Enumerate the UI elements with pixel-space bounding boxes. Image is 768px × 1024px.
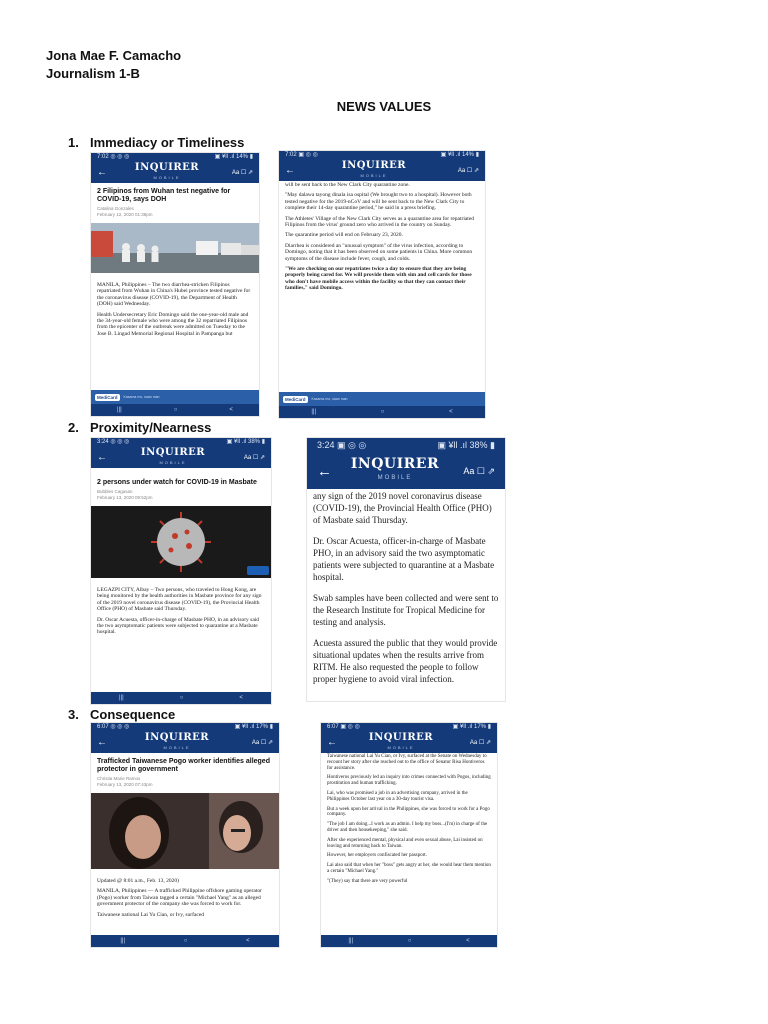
- student-name: Jona Mae F. Camacho: [46, 48, 182, 63]
- home-icon: ○: [407, 938, 412, 944]
- article-tools-icons: Aa ☐ ⇗: [457, 168, 479, 174]
- brand-sub: MOBILE: [153, 174, 181, 180]
- pogo-worker-photo: [91, 793, 279, 874]
- article-paragraph: Lai, who was promised a job in an advertising company, arrived in the Philippines October last year on a 30-day tourist visa.: [327, 790, 468, 802]
- article-headline: 2 persons under watch for COVID-19 in Masbate: [97, 479, 257, 486]
- document-title: NEWS VALUES: [336, 99, 432, 114]
- status-indicators: ▣ ¥ll .ıl 17% ▮: [234, 724, 273, 730]
- screenshot-proximity-1: [90, 437, 272, 705]
- status-time: 7:02 ▣ ◎ ◎: [285, 152, 318, 158]
- app-bar: [91, 732, 279, 753]
- home-icon: ○: [173, 407, 178, 413]
- section-number: 3.: [68, 707, 79, 722]
- article-paragraph: Health Undersecretary Eric Domingo said the one-year-old male and the 34-year-old female who were among the 32 repatriated Filipinos from the epicenter of the outbreak were admitted on Tuesday to the Jose B. Lingad Memorial Regional Hospital in Pampanga but: [97, 311, 249, 337]
- section-number: 1.: [68, 135, 79, 150]
- status-time: 7:02 ◎ ◎ ◎: [97, 154, 130, 160]
- article-tools-icons: Aa ☐ ⇗: [469, 740, 491, 746]
- article-paragraph: But a week upon her arrival in the Philippines, she was forced to work for a Pogo company.: [327, 806, 490, 818]
- back-icon: <: [246, 938, 250, 944]
- home-icon: ○: [380, 409, 385, 415]
- inquirer-logo: [117, 448, 229, 468]
- article-paragraph: any sign of the 2019 novel coronavirus disease (COVID-19), the Provincial Health Office (PHO) of Masbate said Thursday.: [313, 491, 492, 525]
- brand-name: INQUIRER: [134, 161, 200, 173]
- back-arrow-icon: ←: [285, 165, 295, 176]
- back-icon: <: [229, 407, 233, 413]
- back-arrow-icon: ←: [327, 737, 337, 748]
- inquirer-logo: [305, 161, 443, 181]
- app-bar: [321, 732, 497, 753]
- app-bar: [279, 160, 485, 181]
- status-time: 3:24 ▣ ◎ ◎: [317, 440, 367, 450]
- ad-logo: MediCard: [97, 394, 118, 400]
- article-tools-icons: Aa ☐ ⇗: [251, 740, 273, 746]
- brand-sub: MOBILE: [387, 744, 415, 750]
- brand-sub: MOBILE: [377, 475, 413, 481]
- article-paragraph: Lai also said that when her "boss" gets angry at her, she would hear them mention a certain "Michael Yang.": [327, 863, 491, 874]
- status-indicators: ▣ ¥ll .ıl 17% ▮: [452, 724, 491, 730]
- article-paragraph: "We are checking on our repatriates twice a day to ensure that they are being properly being cared for. We will provide them with sim and cell cards for those who don't have mobile access within the facility so that they can contact their families," said Domingo.: [285, 266, 472, 292]
- app-bar: [91, 447, 271, 468]
- article-paragraph: MANILA, Philippines — A trafficked Philippine offshore gaming operator (Pogo) worker from Taiwan tagged a certain "Michael Yang" as an alleged government protector of the company she was forced to work for.: [97, 888, 262, 908]
- article-byline: Christia Marie Ramos February 13, 2020 07:43pm: [97, 776, 153, 787]
- medicard-ad-banner: [91, 390, 259, 404]
- recent-apps-icon: |||: [311, 409, 317, 415]
- medicard-ad-banner: [279, 392, 485, 406]
- inquirer-logo: [347, 733, 455, 753]
- coronavirus-photo: [91, 506, 271, 583]
- back-icon: <: [449, 409, 453, 415]
- inquirer-logo: [117, 163, 217, 183]
- screenshot-timeliness-1: [90, 152, 260, 417]
- article-paragraph: Dr. Oscar Acuesta, officer-in-charge of Masbate PHO, in an advisory said the two asymptomatic patients were subjected to quarantine at a Masbate hospital.: [313, 536, 495, 582]
- home-icon: ○: [183, 938, 188, 944]
- article-paragraph: Taiwanese national Lai Yu Cian, or Ivy, surfaced at the Senate on Wednesday to recount her story after she reached out to the office of Senator Risa Hontiveros for assistance.: [327, 754, 487, 771]
- system-nav-bar: [279, 406, 485, 418]
- inquirer-logo: [117, 733, 237, 753]
- article-paragraph: After she experienced mental, physical and even sexual abuse, Lai insisted on leaving and returning back to Taiwan.: [327, 837, 483, 849]
- article-tools-icons: Aa ☐ ⇗: [231, 170, 253, 176]
- status-indicators: ▣ ¥ll .ıl 14% ▮: [440, 152, 479, 158]
- system-nav-bar: [91, 935, 279, 947]
- section-label: Consequence: [90, 707, 176, 722]
- article-headline: 2 Filipinos from Wuhan test negative for COVID-19, says DOH: [97, 188, 231, 203]
- ad-text: Kasama mo, saan man: [311, 397, 348, 401]
- brand-name: INQUIRER: [140, 446, 206, 458]
- recent-apps-icon: |||: [120, 938, 126, 944]
- home-icon: ○: [179, 695, 184, 701]
- article-paragraph: LEGAZPI CITY, Albay – Two persons, who traveled to Hong Kong, are being monitored by the health authorities in Masbate province for any sign of the 2019 novel coronavirus disease (COVID-19), the Provincial Health Office (PHO) of Masbate said Thursday.: [97, 587, 262, 613]
- article-paragraph: However, her employers confiscated her passport.: [327, 853, 427, 859]
- brand-name: INQUIRER: [341, 159, 407, 171]
- status-time: 6:07 ▣ ◎ ◎: [327, 724, 360, 730]
- article-paragraph: "(They) say that there are very powerful: [327, 878, 408, 884]
- inquirer-logo: [347, 457, 443, 485]
- status-indicators: ▣ ¥ll .ıl 14% ▮: [214, 154, 253, 160]
- back-icon: <: [466, 938, 470, 944]
- status-indicators: ▣ ¥ll .ıl 38% ▮: [437, 440, 495, 450]
- article-paragraph: Taiwanese national Lai Yu Cian, or Ivy, surfaced: [97, 911, 205, 918]
- app-bar: [91, 162, 259, 183]
- brand-name: INQUIRER: [350, 456, 440, 472]
- screenshot-proximity-2: [306, 437, 506, 702]
- article-byline: Catalina Gonzales February 12, 2020 01:38pm: [97, 206, 153, 217]
- status-time: 3:24 ◎ ◎ ◎: [97, 439, 130, 445]
- section-heading-2: [68, 420, 211, 435]
- back-arrow-icon: ←: [97, 737, 107, 748]
- status-bar: [307, 438, 505, 453]
- brand-sub: MOBILE: [159, 459, 187, 465]
- section-heading-1: [68, 135, 244, 150]
- screenshot-timeliness-2: [278, 150, 486, 419]
- article-tools-icons: Aa ☐ ⇗: [243, 455, 265, 461]
- article-byline: Bubbles Cagasan February 13, 2020 09:52pm: [97, 489, 153, 500]
- back-arrow-icon: ←: [317, 462, 332, 480]
- brand-name: INQUIRER: [144, 731, 210, 743]
- screenshot-consequence-1: [90, 722, 280, 948]
- status-indicators: ▣ ¥ll .ıl 38% ▮: [226, 439, 265, 445]
- recent-apps-icon: |||: [348, 938, 354, 944]
- back-arrow-icon: ←: [97, 167, 107, 178]
- app-bar: [307, 453, 505, 489]
- article-paragraph: "The job I am doing...I work as an admin. I help my boss...(I'm) in charge of the driver and then housekeeping," she said.: [327, 822, 488, 833]
- article-headline: Trafficked Taiwanese Pogo worker identifies alleged protector in government: [97, 758, 270, 773]
- back-arrow-icon: ←: [97, 452, 107, 463]
- recent-apps-icon: |||: [119, 695, 124, 701]
- news-photo: [91, 223, 259, 278]
- recent-apps-icon: |||: [117, 407, 122, 413]
- section-label: Immediacy or Timeliness: [90, 135, 245, 150]
- screenshot-consequence-2: [320, 722, 498, 948]
- course-label: Journalism 1-B: [46, 66, 140, 81]
- article-paragraph: MANILA, Philippines – The two diarrhea-stricken Filipinos repatriated from Wuhan in China's Hubei province tested negative for the coronavirus disease (COVID-19), the Department of Health (DOH) said Wednesday.: [97, 282, 251, 308]
- article-paragraph: The quarantine period will end on February 23, 2020.: [285, 232, 403, 239]
- brand-sub: MOBILE: [360, 172, 388, 178]
- ad-text: Kasama mo, saan man: [123, 395, 160, 399]
- section-heading-3: [68, 707, 175, 722]
- article-paragraph: "May dalawa tayong dinala isa ospital (We brought two to a hospital). However both tested negative for the 2019-nCoV and will be sent back to the New Clark City to complete their 14-day quarantine period," he said in a press briefing.: [285, 192, 472, 212]
- article-paragraph: Updated @ 8:01 a.m., Feb. 13, 2020): [97, 878, 179, 884]
- article-paragraph: will be sent back to the New Clark City quarantine zone.: [285, 182, 410, 188]
- system-nav-bar: [91, 404, 259, 416]
- brand-name: INQUIRER: [368, 731, 434, 743]
- article-tools-icons: Aa ☐ ⇗: [463, 465, 495, 476]
- article-paragraph: Diarrhea is considered an "unusual symptom" of the virus infection, according to Domingo, noting that it has been observed on some patients in China. More common symptoms of the disease include fever, cough, and colds.: [285, 242, 473, 262]
- back-icon: <: [239, 695, 243, 701]
- article-paragraph: Hontiveros previously led an inquiry into crimes connected with Pogos, including prostitution and human trafficking.: [327, 775, 491, 787]
- section-label: Proximity/Nearness: [90, 420, 212, 435]
- section-number: 2.: [68, 420, 79, 435]
- brand-sub: MOBILE: [163, 744, 191, 750]
- ad-logo: MediCard: [285, 396, 306, 402]
- system-nav-bar: [91, 692, 271, 704]
- status-time: 6:07 ◎ ◎ ◎: [97, 724, 130, 730]
- article-paragraph: Acuesta assured the public that they would provide situational updates when the results arrive from RITM. He also requested the people to follow proper hygiene to avoid viral infection.: [313, 638, 498, 684]
- article-paragraph: Swab samples have been collected and were sent to the Research Institute for Tropical Medicine for testing and analysis.: [313, 593, 499, 627]
- article-paragraph: The Athletes' Village of the New Clark City serves as a quarantine area for repatriated Filipinos from the virus' ground zero who arrived in the country on Sunday.: [285, 215, 475, 229]
- system-nav-bar: [321, 935, 497, 947]
- article-paragraph: Dr. Oscar Acuesta, officer-in-charge of Masbate PHO, in an advisory said the two asymptomatic patients were subjected to quarantine at a Masbate hospital.: [97, 616, 260, 636]
